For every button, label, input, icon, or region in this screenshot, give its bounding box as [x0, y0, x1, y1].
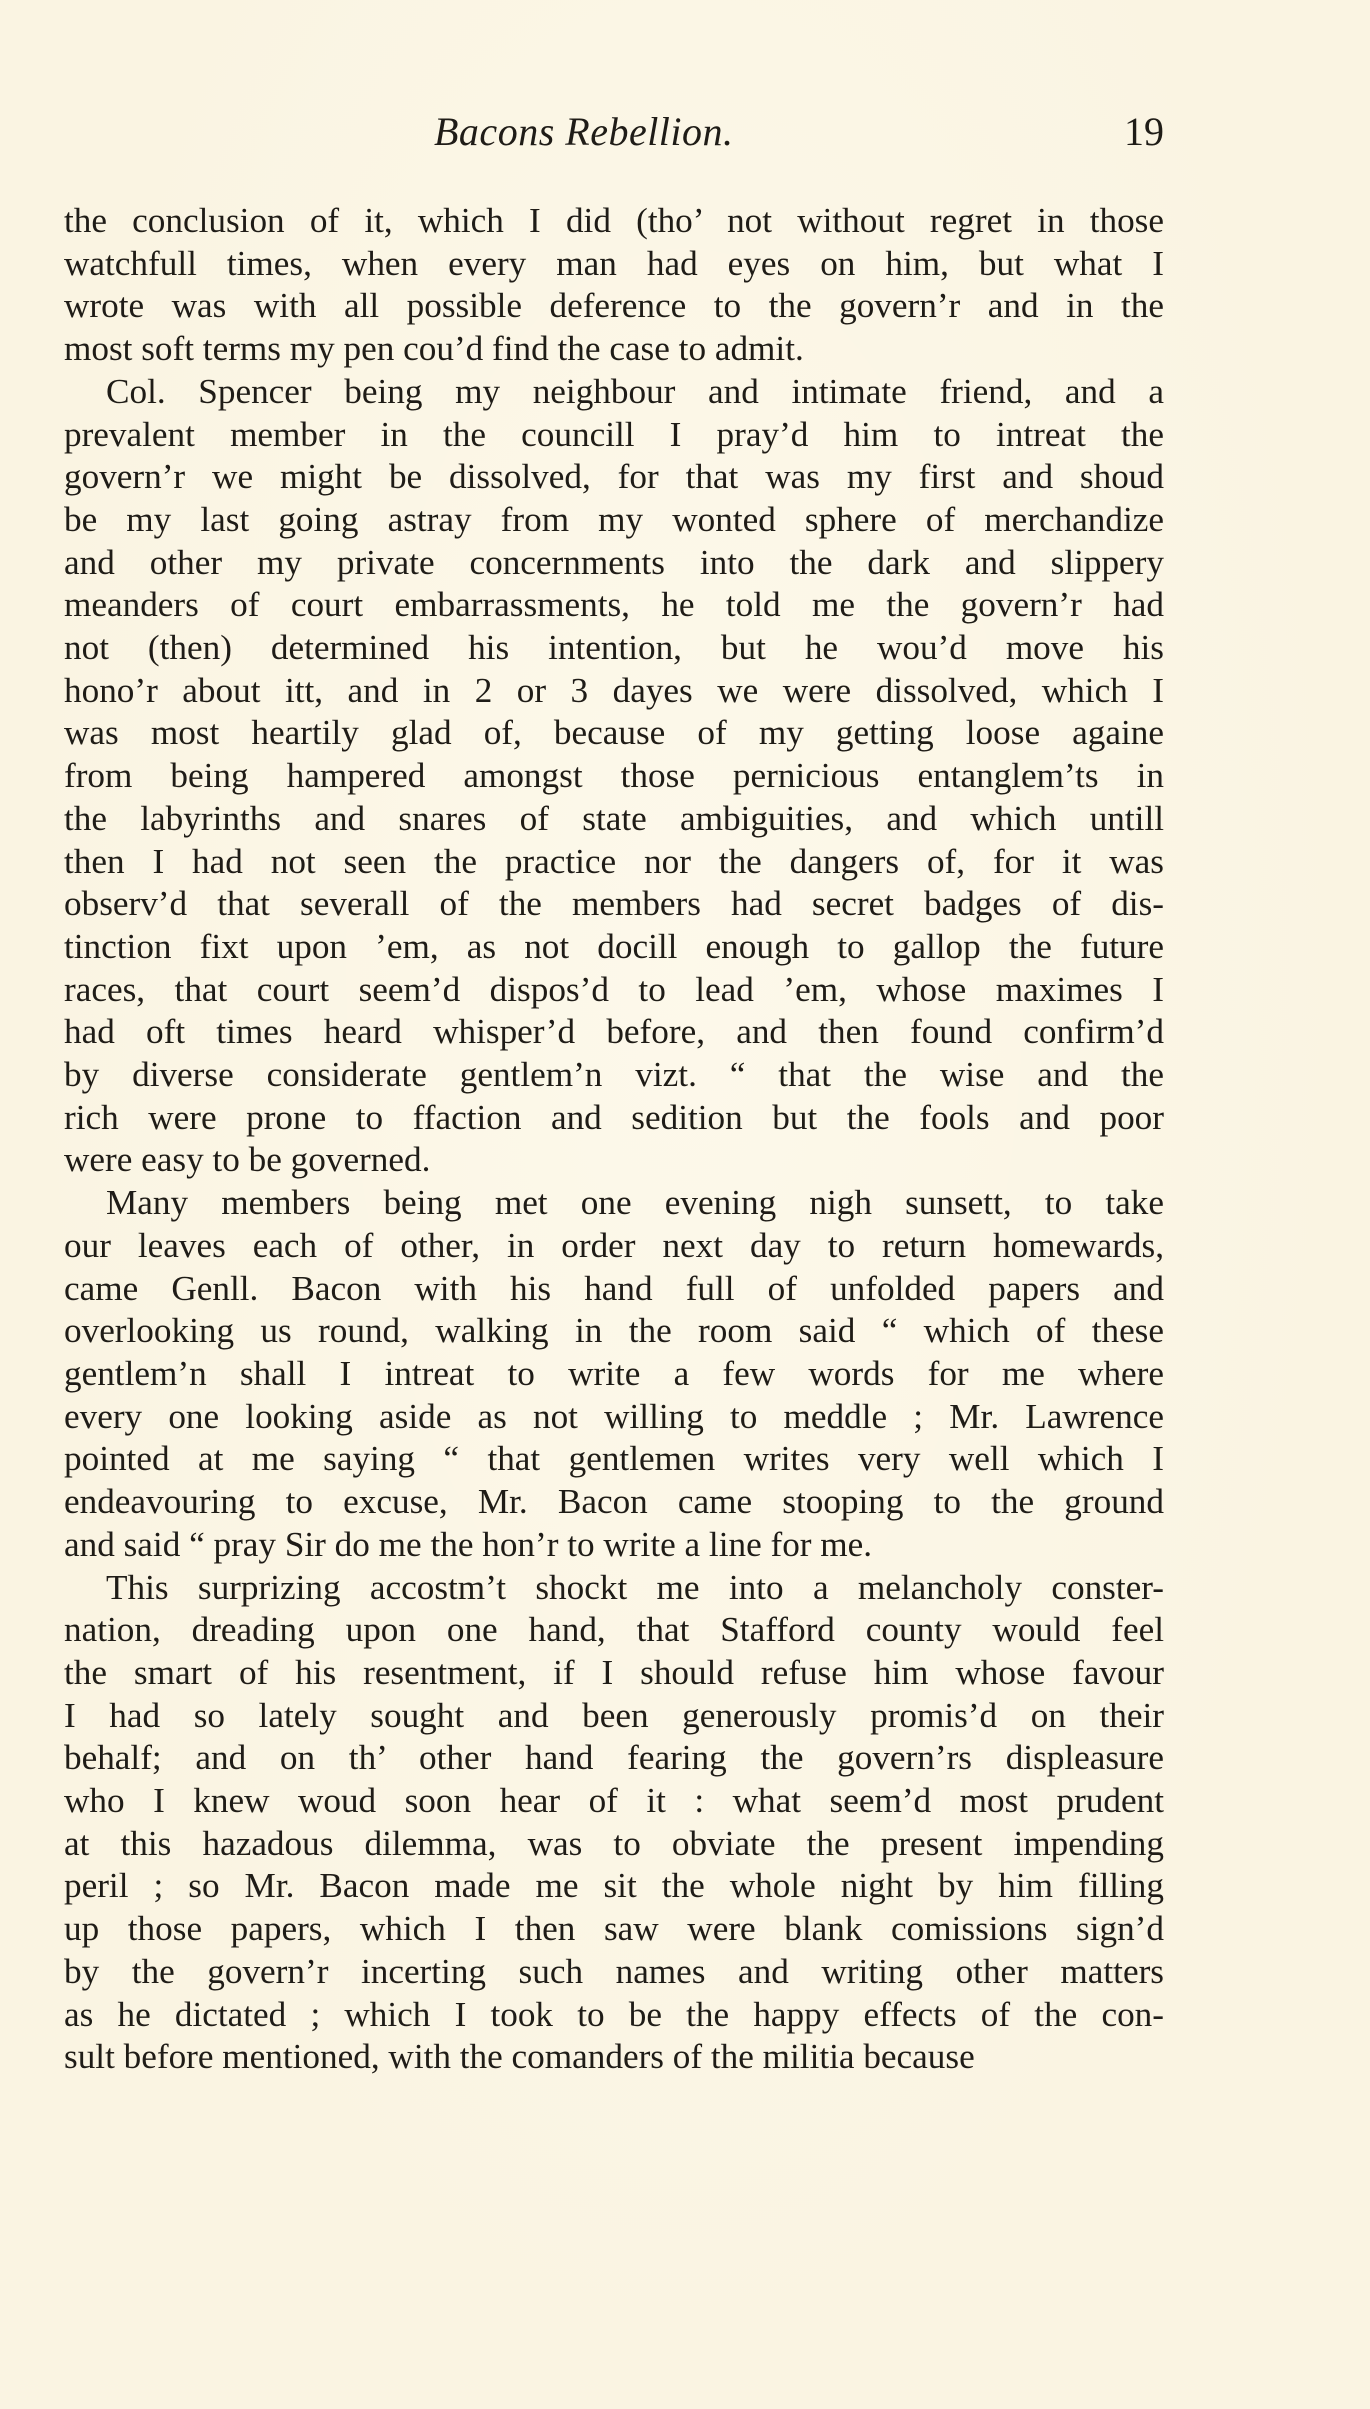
text-line: sult before mentioned, with the comanders of the militia because	[64, 2037, 975, 2077]
text-line: wrote was with all possible deference to the govern’r and in the	[64, 286, 1164, 326]
paragraph	[64, 371, 1164, 1182]
text-line: not (then) determined his intention, but he wou’d move his	[64, 628, 1164, 668]
text-line: our leaves each of other, in order next day to return homewards,	[64, 1225, 1164, 1265]
text-line: prevalent member in the councill I pray’d him to intreat the	[64, 414, 1164, 454]
text-line: I had so lately sought and been generously promis’d on their	[64, 1695, 1164, 1735]
running-head	[64, 108, 1164, 168]
text-line: had oft times heard whisper’d before, and then found confirm’d	[64, 1012, 1164, 1052]
body-text	[64, 200, 1164, 2079]
text-line: the labyrinths and snares of state ambiguities, and which untill	[64, 798, 1164, 838]
text-line: hono’r about itt, and in 2 or 3 dayes we were dissolved, which I	[64, 670, 1164, 710]
text-line: This surprizing accostm’t shockt me into a melancholy conster-	[106, 1567, 1164, 1607]
text-line: behalf; and on th’ other hand fearing the govern’rs displeasure	[64, 1738, 1164, 1778]
text-line: came Genll. Bacon with his hand full of unfolded papers and	[64, 1268, 1164, 1308]
text-line: Many members being met one evening nigh sunsett, to take	[106, 1183, 1164, 1223]
text-line: the smart of his resentment, if I should refuse him whose favour	[64, 1652, 1164, 1692]
text-line: was most heartily glad of, because of my getting loose againe	[64, 713, 1164, 753]
text-line: pointed at me saying “ that gentlemen writes very well which I	[64, 1439, 1164, 1479]
text-line: tinction fixt upon ’em, as not docill enough to gallop the future	[64, 926, 1164, 966]
text-line: and other my private concernments into the dark and slippery	[64, 542, 1164, 582]
text-line: peril ; so Mr. Bacon made me sit the whole night by him filling	[64, 1866, 1164, 1906]
paragraph	[64, 1567, 1164, 2079]
text-line: watchfull times, when every man had eyes on him, but what I	[64, 243, 1164, 283]
text-line: nation, dreading upon one hand, that Stafford county would feel	[64, 1610, 1164, 1650]
text-line: up those papers, which I then saw were blank comissions sign’d	[64, 1909, 1164, 1949]
running-title: Bacons Rebellion.	[434, 109, 734, 154]
text-line: races, that court seem’d dispos’d to lead ’em, whose maximes I	[64, 969, 1164, 1009]
text-line: meanders of court embarrassments, he told me the govern’r had	[64, 585, 1164, 625]
paragraph	[64, 1182, 1164, 1566]
text-line: gentlem’n shall I intreat to write a few words for me where	[64, 1353, 1164, 1393]
text-line: from being hampered amongst those pernicious entanglem’ts in	[64, 756, 1164, 796]
text-line: by diverse considerate gentlem’n vizt. “ that the wise and the	[64, 1055, 1164, 1095]
text-line: as he dictated ; which I took to be the happy effects of the con-	[64, 1994, 1164, 2034]
text-line: be my last going astray from my wonted sphere of merchandize	[64, 499, 1164, 539]
text-line: at this hazadous dilemma, was to obviate the present impending	[64, 1823, 1164, 1863]
text-line: govern’r we might be dissolved, for that was my first and shoud	[64, 457, 1164, 497]
text-line: by the govern’r incerting such names and writing other matters	[64, 1951, 1164, 1991]
text-line: then I had not seen the practice nor the dangers of, for it was	[64, 841, 1164, 881]
text-line: every one looking aside as not willing to meddle ; Mr. Lawrence	[64, 1396, 1164, 1436]
text-line: the conclusion of it, which I did (tho’ not without regret in those	[64, 201, 1164, 240]
text-line: rich were prone to ffaction and sedition but the fools and poor	[64, 1097, 1164, 1137]
paragraph	[64, 200, 1164, 371]
text-line: Col. Spencer being my neighbour and intimate friend, and a	[106, 371, 1164, 411]
page-number: 19	[1124, 109, 1164, 154]
text-line: most soft terms my pen cou’d find the case to admit.	[64, 329, 804, 369]
text-line: who I knew woud soon hear of it : what seem’d most prudent	[64, 1781, 1164, 1821]
text-line: endeavouring to excuse, Mr. Bacon came stooping to the ground	[64, 1482, 1164, 1522]
text-line: were easy to be governed.	[64, 1140, 431, 1180]
text-line: overlooking us round, walking in the room said “ which of these	[64, 1311, 1164, 1351]
text-line: and said “ pray Sir do me the hon’r to write a line for me.	[64, 1524, 873, 1564]
text-line: observ’d that severall of the members had secret badges of dis-	[64, 884, 1164, 924]
